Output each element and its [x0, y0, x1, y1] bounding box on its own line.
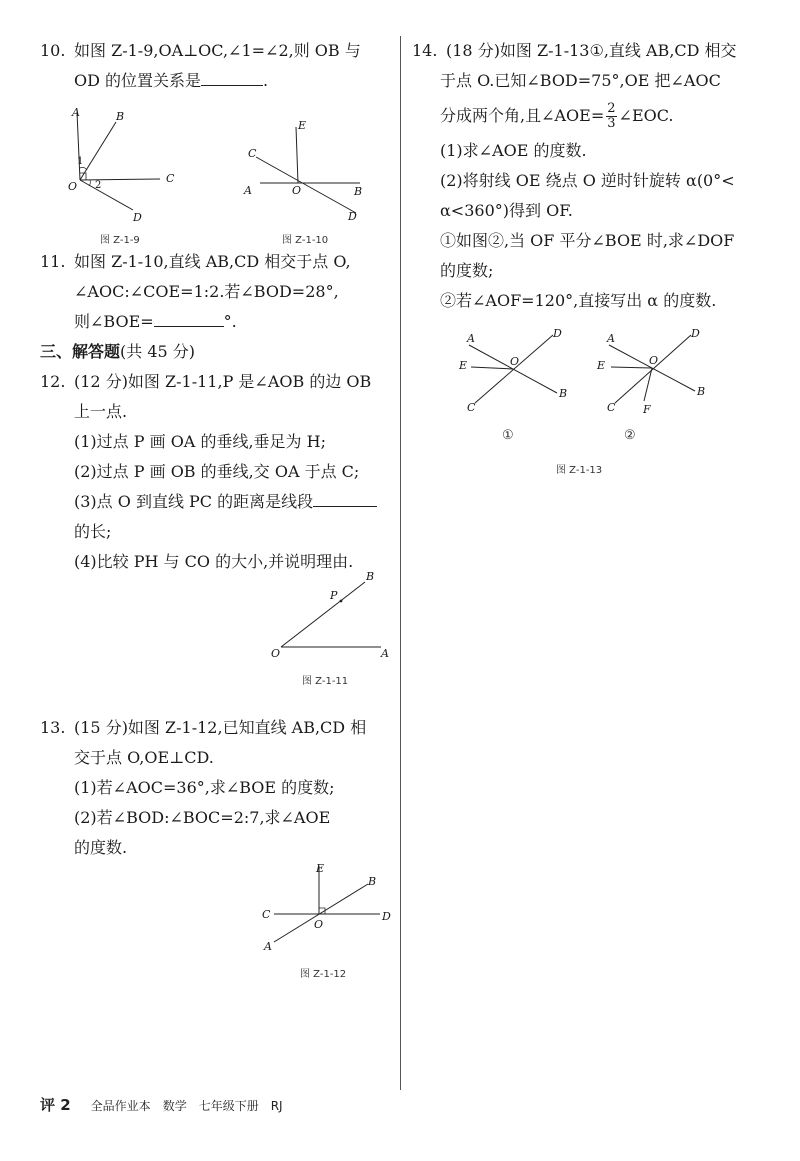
section-3-heading: 三、解答题(共 45 分) — [40, 342, 196, 361]
q14-part1: (1)求∠AOE 的度数. — [440, 141, 587, 160]
figure-z-1-11-svg — [265, 566, 395, 666]
figure-z-1-10-svg — [240, 115, 375, 225]
fig9-label-2: 2 — [95, 180, 102, 191]
figure-z-1-12 — [258, 858, 398, 958]
fig11-label-b: B — [366, 570, 375, 583]
fig10-label-d: D — [348, 210, 357, 223]
fig9-label-a: A — [72, 106, 80, 119]
fig12-label-c: C — [262, 908, 271, 921]
footer-book: 全品作业本 — [90, 1099, 151, 1113]
fig13a-label-b: B — [559, 387, 568, 400]
fraction-two-thirds: $\frac{2}{3}$ — [607, 101, 616, 131]
page-footer — [40, 1094, 440, 1124]
left-column — [40, 36, 392, 96]
fig12-label-b: B — [368, 875, 377, 888]
fig13b-label-o: O — [649, 354, 659, 367]
figure-z-1-9 — [60, 100, 190, 225]
q14-line2: 于点 O.已知∠BOD=75°,OE 把∠AOC — [440, 71, 721, 90]
q12-part4: (4)比较 PH 与 CO 的大小,并说明理由. — [74, 552, 354, 571]
fig13b-label-a: A — [607, 332, 615, 345]
fig10-label-b: B — [354, 185, 363, 198]
fig13-caption: 图 Z-1-13 — [556, 465, 603, 476]
fig11-label-o: O — [271, 647, 281, 660]
fig12-label-a: A — [264, 940, 272, 953]
fig11-label-a: A — [381, 647, 389, 660]
fig13a-label-d: D — [553, 327, 562, 340]
q10-line1: 10. 如图 Z-1-9,OA⊥OC,∠1=∠2,则 OB 与 — [40, 41, 361, 60]
q12-answer-blank[interactable] — [313, 492, 377, 507]
fig9-caption: 图 Z-1-9 — [100, 235, 140, 246]
q13-line2: 交于点 O,OE⊥CD. — [74, 748, 214, 767]
fig10-label-c: C — [248, 147, 257, 160]
page-badge: 评 2 — [40, 1096, 71, 1114]
fig9-label-b: B — [116, 110, 125, 123]
fig9-label-o: O — [68, 180, 78, 193]
fig11-label-p: P — [330, 589, 338, 602]
fig13b-label-c: C — [607, 401, 616, 414]
q11-answer-blank[interactable] — [154, 312, 224, 327]
fig10-label-a: A — [244, 184, 252, 197]
q12-part3-cont: 的长; — [74, 522, 112, 541]
q10-answer-blank[interactable] — [201, 71, 263, 86]
q11-line1: 11. 如图 Z-1-10,直线 AB,CD 相交于点 O, — [40, 252, 351, 271]
fig13b-label-d: D — [691, 327, 700, 340]
fig13b-label-b: B — [697, 385, 706, 398]
left-column-bottom — [40, 713, 392, 863]
q13-part2: (2)若∠BOD:∠BOC=2:7,求∠AOE — [74, 808, 331, 827]
fig13a-label-e: E — [459, 359, 468, 372]
right-column — [412, 36, 768, 316]
q14-part3-cont: 的度数; — [440, 261, 494, 280]
q14-part4: ②若∠AOF=120°,直接写出 α 的度数. — [440, 291, 717, 310]
q12-line1: 12. (12 分)如图 Z-1-11,P 是∠AOB 的边 OB — [40, 372, 372, 391]
q13-part3: 的度数. — [74, 838, 128, 857]
q12-part1: (1)过点 P 画 OA 的垂线,垂足为 H; — [74, 432, 326, 451]
fig10-label-e: E — [298, 119, 307, 132]
q12-part3: (3)点 O 到直线 PC 的距离是线段 — [40, 487, 392, 517]
left-column-middle — [40, 247, 392, 577]
fig12-label-o: O — [314, 918, 324, 931]
fig11-caption: 图 Z-1-11 — [302, 676, 349, 687]
q14-line3: 分成两个角,且∠AOE= $\frac{2}{3}$ ∠EOC. — [440, 101, 674, 131]
footer-edition: RJ — [270, 1099, 283, 1113]
q14-part3: ①如图②,当 OF 平分∠BOE 时,求∠DOF — [440, 231, 735, 250]
q11-line3: 则∠BOE= °. — [74, 312, 237, 331]
q11-line2: ∠AOC:∠COE=1:2.若∠BOD=28°, — [74, 282, 339, 301]
q13-line1: 13. (15 分)如图 Z-1-12,已知直线 AB,CD 相 — [40, 718, 367, 737]
q12-part2: (2)过点 P 画 OB 的垂线,交 OA 于点 C; — [74, 462, 360, 481]
fig13a-label-a: A — [467, 332, 475, 345]
figure-z-1-13-1-svg — [455, 325, 575, 420]
figure-z-1-12-svg — [258, 858, 398, 958]
fig12-label-e: E — [316, 862, 325, 875]
q10-line2: OD 的位置关系是 . — [74, 71, 269, 90]
fig13a-label-c: C — [467, 401, 476, 414]
fig9-label-c: C — [166, 172, 175, 185]
fig10-label-o: O — [292, 184, 302, 197]
fig13b-label-f: F — [643, 403, 651, 416]
q13-part1: (1)若∠AOC=36°,求∠BOE 的度数; — [74, 778, 335, 797]
fig12-caption: 图 Z-1-12 — [300, 969, 347, 980]
q14-part2-cont: α<360°)得到 OF. — [440, 201, 573, 220]
figure-z-1-11 — [265, 566, 395, 666]
fig12-label-d: D — [382, 910, 391, 923]
column-divider — [400, 36, 401, 1090]
q14-line1: 14. (18 分)如图 Z-1-13①,直线 AB,CD 相交 — [412, 41, 737, 60]
q12-line2: 上一点. — [74, 402, 128, 421]
footer-subject: 数学 — [162, 1099, 187, 1113]
figure-z-1-10 — [240, 115, 375, 225]
figure-z-1-9-svg — [60, 100, 190, 225]
fig13b-label-e: E — [597, 359, 606, 372]
footer-grade: 七年级下册 — [198, 1099, 259, 1113]
q14-part2: (2)将射线 OE 绕点 O 逆时针旋转 α(0°< — [440, 171, 735, 190]
fig10-caption: 图 Z-1-10 — [282, 235, 329, 246]
fig13-sub2-label: ② — [624, 428, 636, 443]
fig13-sub1-label: ① — [502, 428, 514, 443]
figure-z-1-13-2-svg — [595, 325, 715, 420]
figure-z-1-13-2 — [595, 325, 715, 420]
fig13a-label-o: O — [510, 355, 520, 368]
fig9-label-1: 1 — [77, 156, 84, 167]
figure-z-1-13-1 — [455, 325, 575, 420]
fig9-label-d: D — [133, 211, 142, 224]
